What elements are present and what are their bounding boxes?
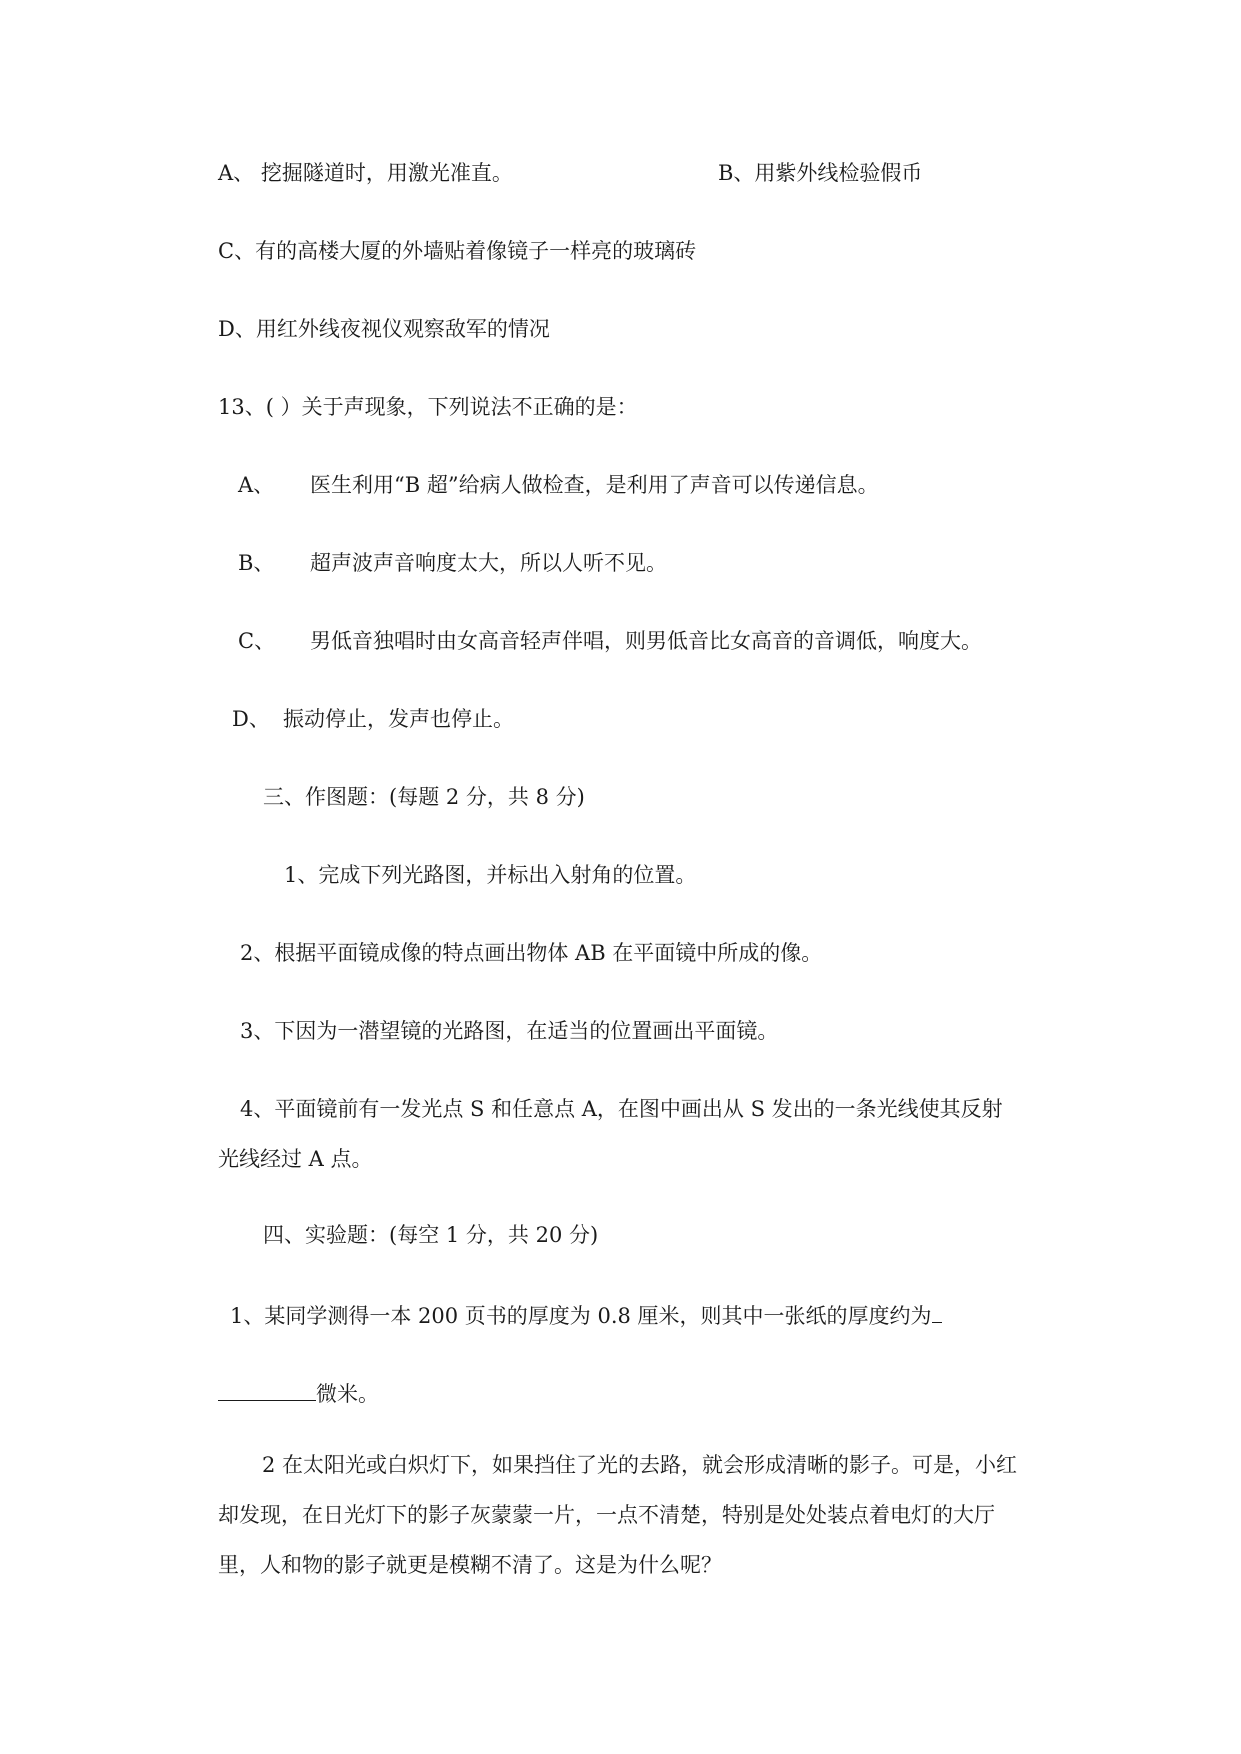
q13-option-c-text: 男低音独唱时由女高音轻声伴唱，则男低音比女高音的音调低，响度大。 [310,629,982,653]
q12-option-c: C、有的高楼大厦的外墙贴着像镜子一样亮的玻璃砖 [218,239,697,263]
q13-option-d-text: 振动停止，发声也停止。 [283,707,514,731]
q13-option-b-text: 超声波声音响度太大，所以人听不见。 [310,551,667,575]
q13-option-a-text: 医生利用“B 超”给病人做检查，是利用了声音可以传递信息。 [310,473,879,497]
section-4-heading: 四、实验题：(每空 1 分，共 20 分) [263,1223,599,1247]
answer-blank-start [932,1298,942,1323]
section-4-item-1-text: 1、某同学测得一本 200 页书的厚度为 0.8 厘米，则其中一张纸的厚度约为 [230,1304,932,1328]
q13-option-b-label: B、 [238,551,275,575]
section-3-heading: 三、作图题：(每题 2 分，共 8 分) [263,785,585,809]
section-4-item-1-unit: 微米。 [316,1382,379,1406]
section-4-item-1 [230,1298,942,1331]
section-3-item-1: 1、完成下列光路图，并标出入射角的位置。 [284,863,697,887]
answer-blank[interactable] [218,1376,316,1401]
section-3-item-4: 4、平面镜前有一发光点 S 和任意点 A，在图中画出从 S 发出的一条光线使其反射光线经过 A 点。 [218,1097,1003,1171]
q12-option-b: B、用紫外线检验假币 [718,161,923,185]
section-4-item-2: 2 在太阳光或白炽灯下，如果挡住了光的去路，就会形成清晰的影子。可是，小红却发现，在日光灯下的影子灰蒙蒙一片，一点不清楚，特别是处处装点着电灯的大厅里，人和物的影子就更是模糊不清了。这是为什么呢？ [218,1453,1018,1577]
q13-option-c-label: C、 [238,629,276,653]
q12-option-a: A、 挖掘隧道时，用激光准直。 [218,161,513,185]
q12-option-d: D、用红外线夜视仪观察敌军的情况 [218,317,550,341]
section-3-item-2: 2、根据平面镜成像的特点画出物体 AB 在平面镜中所成的像。 [240,941,823,965]
section-3-item-3: 3、下因为一潜望镜的光路图，在适当的位置画出平面镜。 [240,1019,779,1043]
q13-stem: 13、( ）关于声现象，下列说法不正确的是： [218,395,638,419]
q13-option-d-label: D、 [232,707,270,731]
q13-option-a-label: A、 [238,473,275,497]
section-4-item-1-continuation [218,1376,379,1409]
